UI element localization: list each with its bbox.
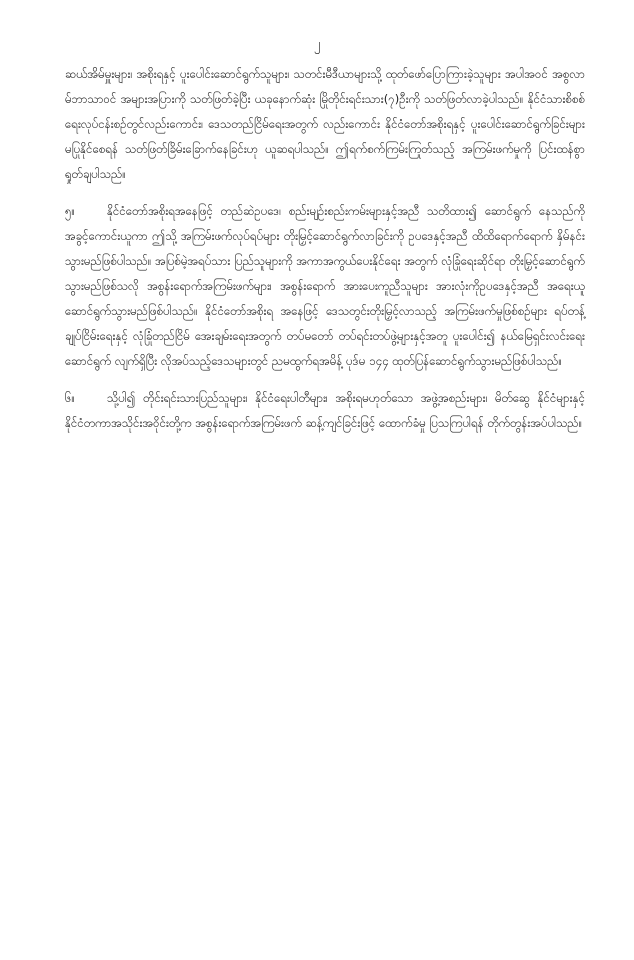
paragraph-text: သို့ပါ၍ တိုင်းရင်းသားပြည်သူများ၊ နိုင်ငံရေးပါတီများ၊ အစိုးရမဟုတ်သော အဖွဲ့အစည်းများ၊ မိတ်ဆွေ နိုင်ငံများနှင့် နိုင်ငံတကာအသိုင်းအဝိုင်းတို့က အစွန်းရောက်အကြမ်းဖက် ဆန့်ကျင်ခြင်းဖြင့် ထောက်ခံမှု ပြသကြပါရန် တိုက်တွန်းအပ်ပါသည်။ (65, 391, 585, 430)
paragraph-text: ဆယ်အိမ်မှူးများ၊ အစိုးရနှင့် ပူးပေါင်းဆောင်ရွက်သူများ၊ သတင်းမီဒီယာများသို့ ထုတ်ဖော်ပြောကြားခဲ့သူများ အပါအဝင် အစွလာမ်ဘာသာဝင် အများအပြားကို သတ်ဖြတ်ခဲ့ပြီး ယခုနောက်ဆုံး မြိုတိုင်းရင်းသား(၇)ဦးကို သတ်ဖြတ်လာခဲ့ပါသည်။ နိုင်ငံသားစိစစ်ရေးလုပ်ငန်းစဉ်တွင်လည်းကောင်း၊ ဒေသတည်ငြိမ်ရေးအတွက် လည်းကောင်း နိုင်ငံတော်အစိုးရနှင့် ပူးပေါင်းဆောင်ရွက်ခြင်းများ မပြုနိုင်စေရန် သတ်ဖြတ်ခြိမ်းခြောက်နေခြင်းဟု ယူဆရပါသည်။ ဤရက်စက်ကြမ်းကြုတ်သည့် အကြမ်းဖက်မှုကို ပြင်းထန်စွာရှုတ်ချပါသည်။ (65, 67, 585, 181)
paragraph-text: နိုင်ငံတော်အစိုးရအနေဖြင့် တည်ဆဲဥပဒေ၊ စည်းမျဉ်းစည်းကမ်းများနှင့်အညီ သတိထား၍ ဆောင်ရွက် နေသည်ကို အခွင့်ကောင်းယူကာ ဤသို့ အကြမ်းဖက်လုပ်ရပ်များ တိုးမြှင့်ဆောင်ရွက်လာခြင်းကို ဥပဒေနှင့်အညီ ထိထိရောက်ရောက် နှိမ်နင်းသွားမည်ဖြစ်ပါသည်။ အပြစ်မဲ့အရပ်သား ပြည်သူများကို အကာအကွယ်ပေးနိုင်ရေး အတွက် လုံခြုံရေးဆိုင်ရာ တိုးမြှင့်ဆောင်ရွက်သွားမည်ဖြစ်သလို အစွန်းရောက်အကြမ်းဖက်များ၊ အစွန်းရောက် အားပေးကူညီသူများ အားလုံးကိုဥပဒေနှင့်အညီ အရေးယူဆောင်ရွက်သွားမည်ဖြစ်ပါသည်။ နိုင်ငံတော်အစိုးရ အနေဖြင့် ဒေသတွင်းတိုးမြှင့်လာသည့် အကြမ်းဖက်မှုဖြစ်စဉ်များ ရပ်တန့်ချုပ်ငြိမ်းရေးနှင့် လုံခြုံတည်ငြိမ် အေးချမ်းရေးအတွက် တပ်မတော် တပ်ရင်းတပ်ဖွဲ့များနှင့်အတူ ပူးပေါင်း၍ နယ်မြေရှင်းလင်းရေး ဆောင်ရွက် လျက်ရှိပြီး လိုအပ်သည့်ဒေသများတွင် ညမထွက်ရအမိန့် ပုဒ်မ ၁၄၄ ထုတ်ပြန်ဆောင်ရွက်သွားမည်ဖြစ်ပါသည်။ (65, 204, 585, 368)
document-body (65, 62, 585, 448)
paragraph-6 (65, 386, 585, 436)
page-number: ၂ (313, 37, 321, 52)
paragraph-number: ၅။ (65, 204, 76, 218)
paragraph-5 (65, 199, 585, 374)
paragraph-continuation (65, 62, 585, 187)
paragraph-number: ၆။ (65, 391, 76, 405)
